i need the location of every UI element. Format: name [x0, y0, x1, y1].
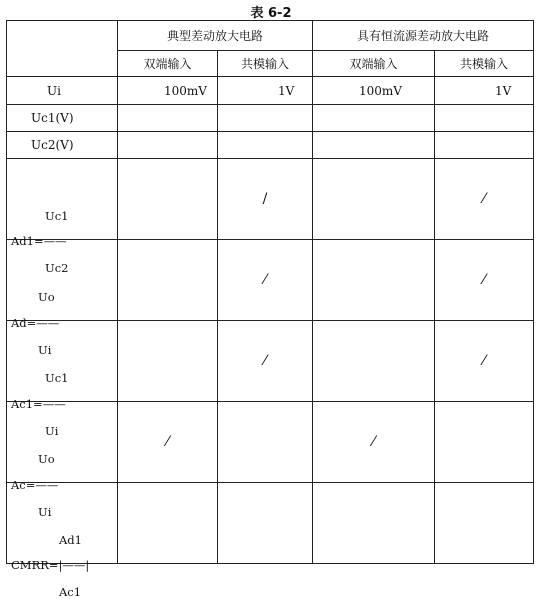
cell-uc1-4[interactable]	[435, 105, 534, 132]
ad-numerator: Uo	[38, 290, 55, 304]
cmrr-lhs: CMRR=|——|	[11, 558, 90, 572]
cell-uc2-1[interactable]	[118, 132, 218, 159]
not-applicable-mark: ⁄	[263, 272, 267, 288]
cell-uc2-4[interactable]	[435, 132, 534, 159]
row-label-uc2: Uc2(V)	[7, 132, 118, 159]
ad-denominator: Ui	[38, 343, 52, 357]
cell-ad-3[interactable]	[313, 240, 435, 321]
ac-denominator: Ui	[38, 505, 52, 519]
not-applicable-mark: ⁄	[372, 434, 375, 450]
cell-ac1-4	[435, 321, 534, 402]
ac1-lhs: Ac1=——	[11, 397, 66, 411]
subheader-double-ended-1: 双端输入	[118, 51, 218, 77]
row-label-ad	[7, 240, 118, 357]
not-applicable-mark: /	[262, 191, 268, 207]
subheader-common-mode-2: 共模输入	[435, 51, 534, 77]
not-applicable-mark: ⁄	[482, 353, 486, 369]
row-label-ac	[7, 402, 118, 519]
cell-ac-4[interactable]	[435, 402, 534, 483]
ui-value-4: 1V	[435, 77, 534, 105]
cell-ad1-3[interactable]	[313, 159, 435, 240]
ac-lhs: Ac=——	[11, 478, 59, 492]
cmrr-numerator: Ad1	[59, 533, 82, 547]
ac1-numerator: Uc1	[45, 371, 69, 385]
cell-uc2-2[interactable]	[218, 132, 313, 159]
cell-ac1-2	[218, 321, 313, 402]
cell-cmrr-4[interactable]	[435, 483, 534, 564]
ac1-denominator: Ui	[45, 424, 59, 438]
cell-ac1-3[interactable]	[313, 321, 435, 402]
row-label-cmrr	[7, 483, 118, 599]
not-applicable-mark: ⁄	[482, 272, 486, 288]
table-caption: 表 6-2	[250, 6, 292, 21]
cell-ad1-2	[218, 159, 313, 240]
not-applicable-mark: ⁄	[166, 434, 169, 450]
header-typical-diff-amp: 典型差动放大电路	[118, 21, 313, 51]
row-label-ad1	[7, 159, 118, 275]
cell-cmrr-3[interactable]	[313, 483, 435, 564]
cell-uc1-3[interactable]	[313, 105, 435, 132]
ac-numerator: Uo	[38, 452, 55, 466]
cmrr-denominator: Ac1	[59, 585, 82, 599]
results-table	[6, 20, 534, 599]
corner-cell	[7, 21, 118, 77]
cell-uc2-3[interactable]	[313, 132, 435, 159]
cell-ac-3	[313, 402, 435, 483]
not-applicable-mark: ⁄	[482, 191, 486, 207]
cell-ac-1	[118, 402, 218, 483]
ad1-denominator: Uc2	[45, 261, 69, 275]
cell-ad-1[interactable]	[118, 240, 218, 321]
cell-uc1-1[interactable]	[118, 105, 218, 132]
cell-ad1-4	[435, 159, 534, 240]
ad1-lhs: Ad1=——	[11, 234, 67, 248]
ui-value-1: 100mV	[118, 77, 218, 105]
row-label-ui: Ui	[7, 77, 118, 105]
cell-cmrr-2[interactable]	[218, 483, 313, 564]
subheader-common-mode-1: 共模输入	[218, 51, 313, 77]
header-constant-current-diff-amp: 具有恒流源差动放大电路	[313, 21, 534, 51]
cell-ac1-1[interactable]	[118, 321, 218, 402]
subheader-double-ended-2: 双端输入	[313, 51, 435, 77]
cell-uc1-2[interactable]	[218, 105, 313, 132]
ad-lhs: Ad=——	[11, 316, 60, 330]
ad1-numerator: Uc1	[45, 209, 69, 223]
row-label-uc1: Uc1(V)	[7, 105, 118, 132]
cell-ad-4	[435, 240, 534, 321]
cell-ad-2	[218, 240, 313, 321]
ui-value-3: 100mV	[313, 77, 435, 105]
not-applicable-mark: ⁄	[263, 353, 267, 369]
row-label-ac1	[7, 321, 118, 438]
cell-ad1-1[interactable]	[118, 159, 218, 240]
ui-value-2: 1V	[218, 77, 313, 105]
cell-cmrr-1[interactable]	[118, 483, 218, 564]
cell-ac-2[interactable]	[218, 402, 313, 483]
